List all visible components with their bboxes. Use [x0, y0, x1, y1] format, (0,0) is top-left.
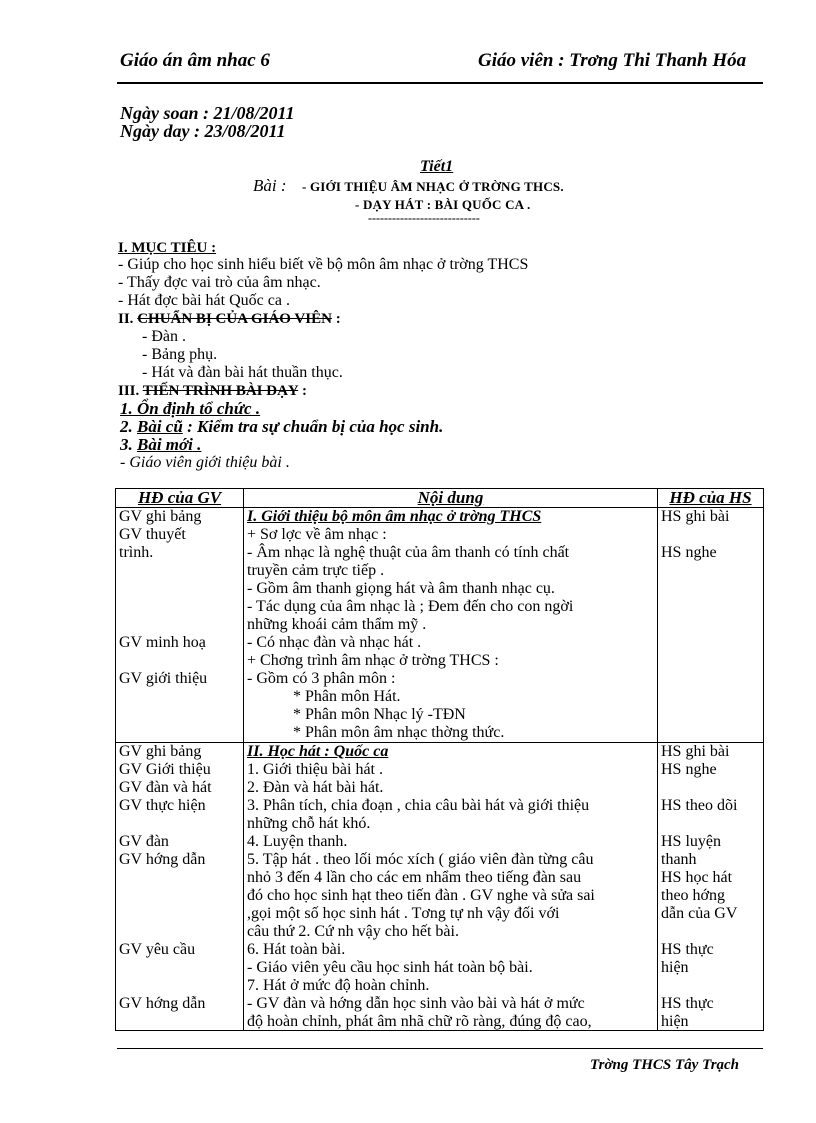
- content-line: những chỗ hát khó.: [247, 815, 371, 832]
- gv-line: GV yêu cầu: [119, 941, 196, 958]
- objectives-heading: I. MỤC TIÊU :: [118, 240, 217, 256]
- content-line: - Tác dụng của âm nhạc là ; Đem đến cho con ngời: [247, 598, 574, 615]
- content-line: 1. Giới thiệu bài hát .: [247, 761, 383, 778]
- gv-line: [119, 706, 240, 724]
- table-row: [116, 508, 764, 743]
- content-line: * Phân môn Nhạc lý -TĐN: [293, 706, 466, 723]
- content-line: 5. Tập hát . theo lối móc xích ( giáo viên đàn từng câu: [247, 851, 594, 868]
- hs-line: hiện: [661, 1013, 689, 1030]
- hs-line: theo hớng: [661, 887, 726, 904]
- content-line: 3. Phân tích, chia đoạn , chia câu bài hát và giới thiệu: [247, 797, 590, 814]
- hs-line: HS luyện: [661, 833, 721, 850]
- table-header-row: [116, 489, 764, 508]
- gv-line: [119, 724, 240, 742]
- content-line: - Có nhạc đàn và nhạc hát .: [247, 634, 422, 651]
- preparation-item: - Đàn .: [142, 328, 186, 345]
- gv-line: [119, 580, 240, 598]
- lesson-separator: ----------------------------: [368, 211, 480, 225]
- content-cell: [244, 743, 658, 1032]
- content-line: truyền cảm trực tiếp .: [247, 562, 385, 579]
- gv-line: GV hớng dẫn: [119, 995, 206, 1012]
- content-line: - Gồm âm thanh giọng hát và âm thanh nhạc cụ.: [247, 580, 555, 597]
- gv-line: [119, 562, 240, 580]
- procedure-heading: III. TIẾN TRÌNH BÀI DẠY :: [118, 383, 307, 399]
- content-cell: [244, 508, 658, 743]
- date-prepared: Ngày soan : 21/08/2011: [120, 103, 295, 123]
- content-line: độ hoàn chỉnh, phát âm nhã chữ rõ ràng, đúng độ cao,: [247, 1013, 592, 1030]
- gv-activity-cell: [116, 743, 244, 1032]
- objective-item: - Giúp cho học sinh hiểu biết về bộ môn âm nhạc ở trờng THCS: [118, 256, 529, 273]
- content-line: - Giáo viên yêu cầu học sinh hát toàn bộ bài.: [247, 959, 533, 976]
- gv-line: [119, 616, 240, 634]
- content-line: 4. Luyện thanh.: [247, 833, 348, 850]
- gv-line: [119, 869, 240, 887]
- content-line: nhỏ 3 đến 4 lần cho các em nhẩm theo tiếng đàn sau: [247, 869, 582, 886]
- gv-line: [119, 652, 240, 670]
- gv-line: [119, 887, 240, 905]
- lesson-period: Tiết1: [420, 158, 454, 175]
- gv-line: GV minh hoạ: [119, 634, 206, 651]
- gv-line: [119, 959, 240, 977]
- content-heading: II. Học hát : Quốc ca: [247, 743, 389, 760]
- gv-line: [119, 1013, 240, 1031]
- gv-line: [119, 905, 240, 923]
- hs-line: HS thực: [661, 995, 714, 1012]
- footer-rule: [117, 1048, 763, 1049]
- header-right: Giáo viên : Trơng Thi Thanh Hóa: [478, 50, 747, 71]
- hs-line: HS nghe: [661, 761, 717, 778]
- hs-activity-cell: [658, 508, 764, 743]
- preparation-item: - Bảng phụ.: [142, 346, 218, 363]
- content-line: * Phân môn Hát.: [293, 688, 401, 705]
- gv-activity-cell: [116, 508, 244, 743]
- gv-line: [119, 688, 240, 706]
- column-header-content: Nội dung: [244, 489, 658, 508]
- header-left: Giáo án âm nhac 6: [120, 50, 270, 71]
- hs-line: thanh: [661, 851, 697, 868]
- gv-line: GV ghi bảng: [119, 743, 202, 760]
- hs-line: HS theo dõi: [661, 797, 738, 814]
- lesson-title-1: - GIỚI THIỆU ÂM NHẠC Ở TRỜNG THCS.: [302, 179, 564, 194]
- footer-school: Trờng THCS Tây Trạch: [590, 1057, 740, 1073]
- hs-line: [661, 977, 760, 995]
- content-line: - Âm nhạc là nghệ thuật của âm thanh có tính chất: [247, 544, 570, 561]
- procedure-intro: - Giáo viên giới thiệu bài .: [120, 454, 290, 471]
- content-line: + Sơ lợc về âm nhạc :: [247, 526, 387, 543]
- objective-item: - Thấy đợc vai trò của âm nhạc.: [118, 274, 321, 291]
- hs-line: HS học hát: [661, 869, 733, 886]
- procedure-step-1: 1. Ổn định tổ chức .: [120, 399, 261, 418]
- lesson-title-2: - DẠY HÁT : BÀI QUỐC CA .: [355, 197, 531, 212]
- gv-line: [119, 598, 240, 616]
- gv-line: [119, 977, 240, 995]
- gv-line: [119, 923, 240, 941]
- gv-line: GV giới thiệu: [119, 670, 208, 687]
- content-line: - Gồm có 3 phân môn :: [247, 670, 396, 687]
- gv-line: GV thuyết: [119, 526, 186, 543]
- gv-line: GV hớng dẫn: [119, 851, 206, 868]
- procedure-step-3: 3. Bài mới .: [120, 435, 202, 454]
- hs-line: HS nghe: [661, 544, 717, 561]
- column-header-hs: HĐ của HS: [658, 489, 764, 508]
- content-line: những khoái cảm thẩm mỹ .: [247, 616, 427, 633]
- date-taught: Ngày day : 23/08/2011: [120, 121, 286, 141]
- content-line: * Phân môn âm nhạc thờng thức.: [293, 724, 505, 741]
- procedure-step-2: 2. Bài cũ : Kiểm tra sự chuẩn bị của học sinh.: [120, 417, 444, 436]
- content-line: - GV đàn và hớng dẫn học sinh vào bài và hát ở mức: [247, 995, 585, 1012]
- gv-line: GV Giới thiệu: [119, 761, 211, 778]
- objective-item: - Hát đợc bài hát Quốc ca .: [118, 292, 290, 309]
- gv-line: GV thực hiện: [119, 797, 206, 814]
- hs-line: [661, 923, 760, 941]
- hs-line: HS thực: [661, 941, 714, 958]
- hs-line: HS ghi bài: [661, 508, 730, 525]
- gv-line: GV đàn và hát: [119, 779, 212, 796]
- hs-activity-cell: [658, 743, 764, 1032]
- table-row: [116, 743, 764, 1032]
- content-line: + Chơng trình âm nhạc ở trờng THCS :: [247, 652, 499, 669]
- hs-line: [661, 815, 760, 833]
- content-line: 7. Hát ở mức độ hoàn chỉnh.: [247, 977, 430, 994]
- gv-line: GV ghi bảng: [119, 508, 202, 525]
- header-rule: [117, 82, 763, 84]
- hs-line: dẫn của GV: [661, 905, 738, 922]
- hs-line: hiện: [661, 959, 689, 976]
- content-line: 6. Hát toàn bài.: [247, 941, 346, 958]
- hs-line: [661, 779, 760, 797]
- content-line: câu thứ 2. Cứ nh vậy cho hết bài.: [247, 923, 459, 940]
- hs-line: HS ghi bài: [661, 743, 730, 760]
- preparation-item: - Hát và đàn bài hát thuần thục.: [142, 364, 343, 381]
- preparation-heading: II. CHUẨN BỊ CỦA GIÁO VIÊN :: [118, 311, 341, 327]
- content-line: ,gọi một số học sinh hát . Tơng tự nh vậy đối với: [247, 905, 560, 922]
- gv-line: trình.: [119, 544, 154, 561]
- lesson-bai-label: Bài :: [253, 176, 287, 195]
- column-header-gv: HĐ của GV: [116, 489, 244, 508]
- content-line: đó cho học sinh hạt theo tiến đàn . GV nghe và sửa sai: [247, 887, 595, 904]
- lesson-plan-table: [115, 488, 764, 1031]
- hs-line: [661, 526, 760, 544]
- content-line: 2. Đàn và hát bài hát.: [247, 779, 384, 796]
- content-heading: I. Giới thiệu bộ môn âm nhạc ở trờng THCS: [247, 508, 542, 525]
- gv-line: GV đàn: [119, 833, 169, 850]
- gv-line: [119, 815, 240, 833]
